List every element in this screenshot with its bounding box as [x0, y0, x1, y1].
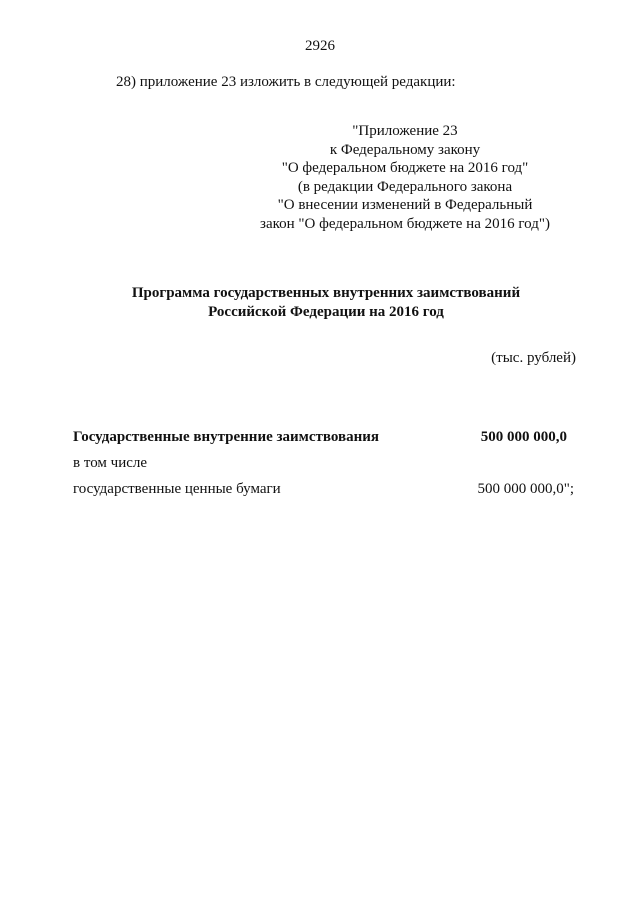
appendix-line: "О внесении изменений в Федеральный: [277, 197, 533, 214]
program-title-line: Российской Федерации на 2016 год: [208, 303, 444, 320]
page-number: 2926: [305, 38, 335, 54]
row-value: 500 000 000,0: [480, 429, 567, 445]
units-label: (тыс. рублей): [491, 350, 576, 366]
row-value: 500 000 000,0";: [477, 481, 574, 497]
appendix-line: закон "О федеральном бюджете на 2016 год"): [260, 215, 550, 232]
appendix-header: [235, 122, 575, 234]
table-row-including: [73, 454, 567, 472]
table-row-securities: [73, 480, 574, 498]
row-label: Государственные внутренние заимствования: [73, 429, 380, 445]
appendix-line: "Приложение 23: [352, 123, 458, 139]
row-label: государственные ценные бумаги: [73, 481, 281, 497]
appendix-line: "О федеральном бюджете на 2016 год": [281, 160, 529, 177]
borrowing-table: [73, 428, 574, 498]
appendix-line: к Федеральному закону: [329, 141, 481, 158]
appendix-line: (в редакции Федерального закона: [297, 178, 513, 195]
program-title: [0, 284, 640, 321]
table-row-total: [73, 428, 567, 446]
row-label: в том числе: [73, 455, 148, 471]
program-title-line: Программа государственных внутренних заимствований: [131, 285, 521, 301]
amendment-intro: 28) приложение 23 изложить в следующей редакции:: [116, 74, 456, 90]
